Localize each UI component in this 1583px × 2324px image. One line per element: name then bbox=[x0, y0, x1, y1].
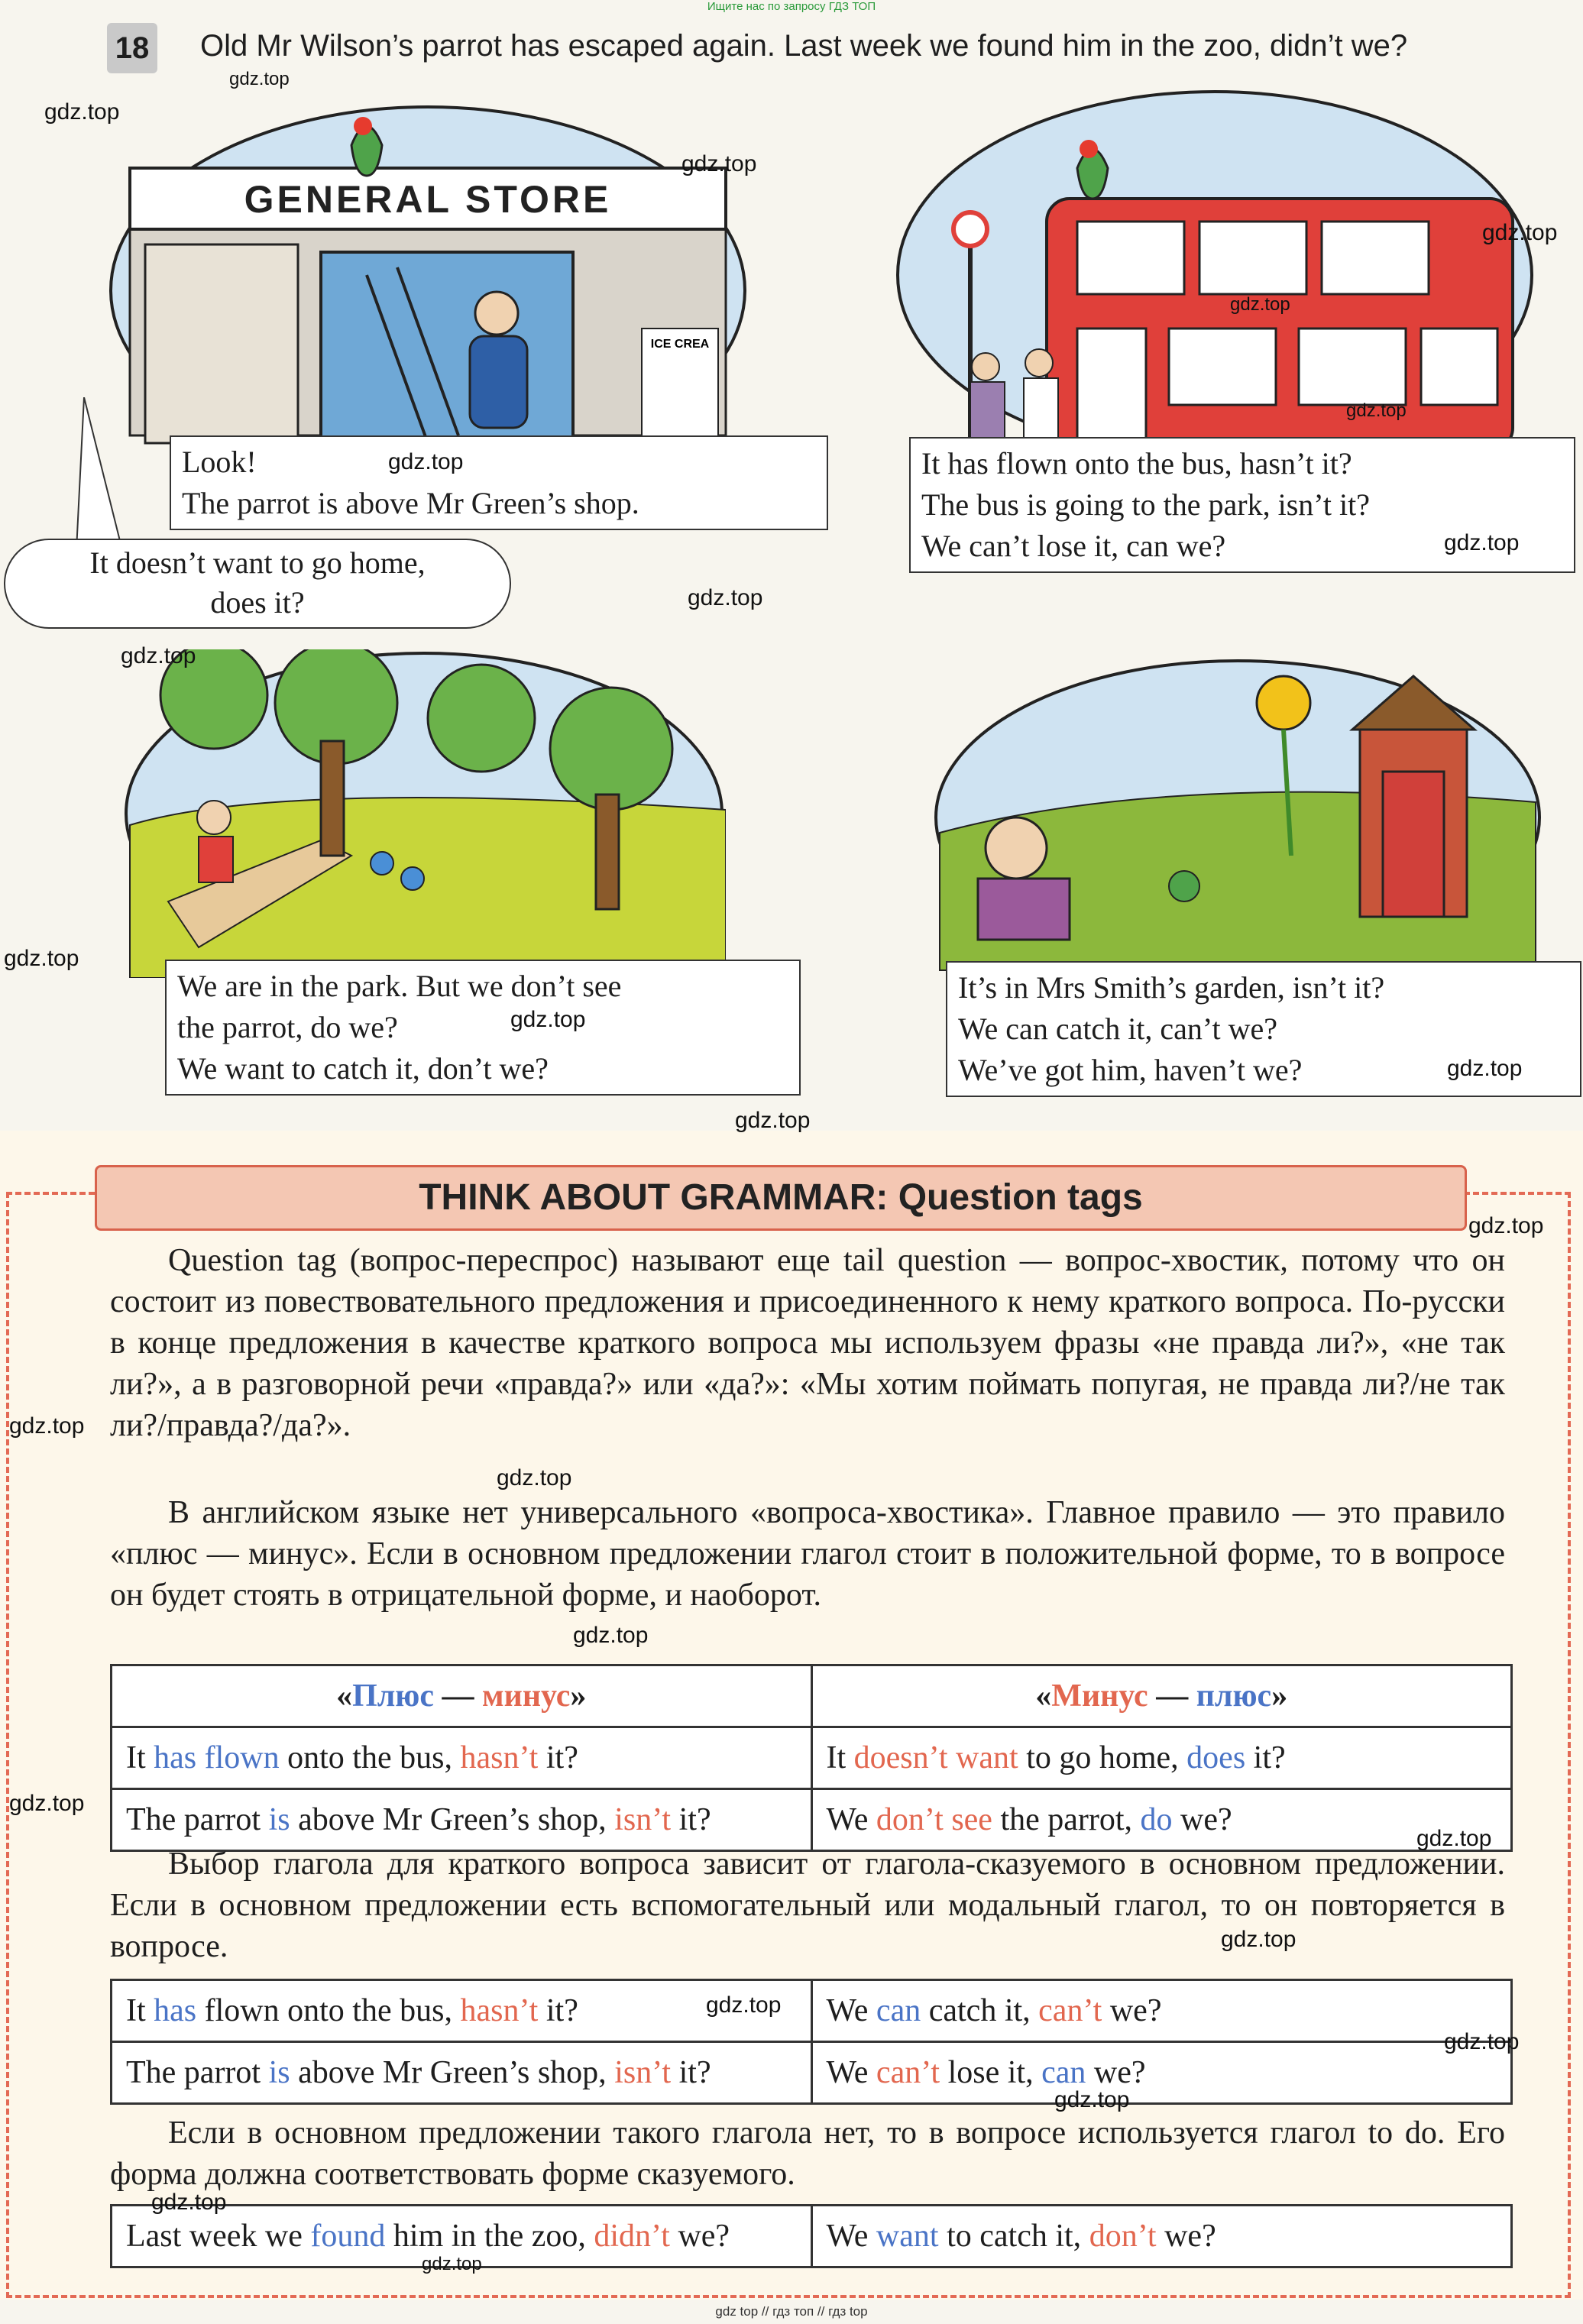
auxiliary-verb-table bbox=[110, 1979, 1513, 2105]
garden-caption-line-1: It’s in Mrs Smith’s garden, isn’t it? bbox=[958, 970, 1385, 1005]
top-banner: Ищите нас по запросу ГДЗ ТОП bbox=[707, 0, 876, 13]
watermark: gdz.top bbox=[706, 1992, 782, 2018]
park-caption-line-3: We want to catch it, don’t we? bbox=[177, 1051, 549, 1086]
watermark: gdz.top bbox=[151, 2190, 227, 2215]
watermark: gdz.top bbox=[1416, 1826, 1492, 1851]
grammar-paragraph-1: Question tag (вопрос-переспрос) называют еще tail question — вопрос-хвостик, потому что он состоит из повествовательного предложения и присоединенного к нему краткого вопроса. По-русски в конце предложения в качестве краткого вопроса мы используем фразы «не правда ли?», «не так ли?», а в разговорной речи «правда?» или «да?»: «Мы хотим поймать попугая, не правда ли?/не так ли?/правда?/да?». bbox=[110, 1243, 1505, 1443]
watermark: gdz.top bbox=[1230, 294, 1290, 315]
grammar-heading: THINK ABOUT GRAMMAR: Question tags bbox=[95, 1165, 1467, 1231]
watermark: gdz.top bbox=[9, 1791, 85, 1816]
table-row bbox=[112, 1727, 1512, 1789]
table-cell: We can catch it, can’t we? bbox=[811, 1980, 1512, 2042]
bubble-line-1: It doesn’t want to go home, bbox=[89, 545, 426, 580]
watermark: gdz.top bbox=[1444, 2029, 1520, 2054]
table-cell: We can’t lose it, can we? bbox=[811, 2042, 1512, 2104]
park-illustration bbox=[122, 649, 726, 978]
watermark: gdz.top bbox=[4, 946, 79, 971]
watermark: gdz.top bbox=[1482, 220, 1558, 245]
table-row bbox=[112, 2206, 1512, 2267]
park-caption-line-2: the parrot, do we? bbox=[177, 1010, 398, 1044]
watermark: gdz.top bbox=[735, 1108, 811, 1133]
table-cell: We want to catch it, don’t we? bbox=[811, 2206, 1512, 2267]
plus-minus-table bbox=[110, 1664, 1513, 1852]
watermark: gdz.top bbox=[497, 1465, 572, 1491]
watermark: gdz.top bbox=[44, 99, 120, 125]
watermark: gdz.top bbox=[681, 151, 757, 176]
table-cell: It has flown onto the bus, hasn’t it? bbox=[112, 1980, 812, 2042]
store-caption bbox=[170, 435, 828, 530]
do-verb-table bbox=[110, 2204, 1513, 2268]
park-caption-line-1: We are in the park. But we don’t see bbox=[177, 969, 622, 1003]
table-row bbox=[112, 1789, 1512, 1851]
watermark: gdz.top bbox=[1468, 1213, 1544, 1238]
plus-minus-header: «Плюс — минус» bbox=[112, 1665, 812, 1727]
grammar-paragraph-3: Выбор глагола для краткого вопроса зависит от глагола-сказуемого в основном предложении. Если в основном предложении есть вспомогательный или модальный глагол, то он повторяется в вопросе. bbox=[110, 1847, 1505, 1964]
store-caption-line-2: The parrot is above Mr Green’s shop. bbox=[182, 486, 639, 520]
watermark: gdz.top bbox=[688, 585, 763, 610]
store-speech-bubble bbox=[4, 539, 511, 629]
watermark: gdz.top bbox=[510, 1007, 586, 1032]
speech-tail bbox=[61, 397, 130, 550]
table-cell: The parrot is above Mr Green’s shop, isn’t it? bbox=[112, 1789, 812, 1851]
table-cell: The parrot is above Mr Green’s shop, isn’t it? bbox=[112, 2042, 812, 2104]
watermark: gdz.top bbox=[1444, 530, 1520, 555]
bus-caption-line-3: We can’t lose it, can we? bbox=[921, 529, 1226, 563]
bubble-line-2: does it? bbox=[210, 585, 305, 620]
table-cell: We don’t see the parrot, do we? bbox=[811, 1789, 1512, 1851]
minus-plus-header: «Минус — плюс» bbox=[811, 1665, 1512, 1727]
watermark: gdz.top bbox=[1221, 1927, 1297, 1952]
park-caption bbox=[165, 960, 801, 1096]
watermark: gdz.top bbox=[121, 643, 196, 668]
garden-caption-line-2: We can catch it, can’t we? bbox=[958, 1011, 1278, 1046]
grammar-paragraph-2: В английском языке нет универсального «вопроса-хвостика». Главное правило — это правило «плюс — минус». Если в основном предложении глагол стоит в положительной форме, то в вопросе он будет стоять в отрицательной форме, и наоборот. bbox=[110, 1495, 1505, 1613]
store-sign: GENERAL STORE bbox=[244, 178, 612, 221]
exercise-title: Old Mr Wilson’s parrot has escaped again. Last week we found him in the zoo, didn’t we? bbox=[200, 29, 1408, 63]
table-cell: It doesn’t want to go home, does it? bbox=[811, 1727, 1512, 1789]
bus-caption-line-2: The bus is going to the park, isn’t it? bbox=[921, 487, 1370, 522]
garden-illustration bbox=[932, 657, 1543, 978]
watermark: gdz.top bbox=[229, 69, 290, 89]
table-row bbox=[112, 2042, 1512, 2104]
garden-caption-line-3: We’ve got him, haven’t we? bbox=[958, 1053, 1303, 1087]
table-row bbox=[112, 1980, 1512, 2042]
watermark: gdz.top bbox=[1346, 400, 1407, 421]
watermark: gdz.top bbox=[388, 449, 464, 474]
store-illustration bbox=[99, 84, 756, 481]
watermark: gdz.top bbox=[1054, 2087, 1130, 2112]
watermark: gdz.top bbox=[573, 1623, 649, 1648]
exercise-number: 18 bbox=[107, 23, 157, 73]
ice-cream-sign: ICE CREA bbox=[650, 338, 710, 351]
table-cell: It has flown onto the bus, hasn’t it? bbox=[112, 1727, 812, 1789]
grammar-paragraph-4: Если в основном предложении такого глагола нет, то в вопросе используется глагол to do. Его форма должна соответствовать форме сказуемого. bbox=[110, 2115, 1505, 2192]
bus-illustration bbox=[894, 84, 1536, 466]
watermark: gdz.top bbox=[422, 2254, 482, 2274]
store-caption-line-1: Look! bbox=[182, 445, 257, 479]
bus-caption-line-1: It has flown onto the bus, hasn’t it? bbox=[921, 446, 1352, 481]
bottom-note: gdz top // гдз топ // гдз top bbox=[715, 2304, 868, 2319]
table-cell: Last week we found him in the zoo, didn’t we? bbox=[112, 2206, 812, 2267]
watermark: gdz.top bbox=[9, 1413, 85, 1439]
watermark: gdz.top bbox=[1447, 1056, 1523, 1081]
